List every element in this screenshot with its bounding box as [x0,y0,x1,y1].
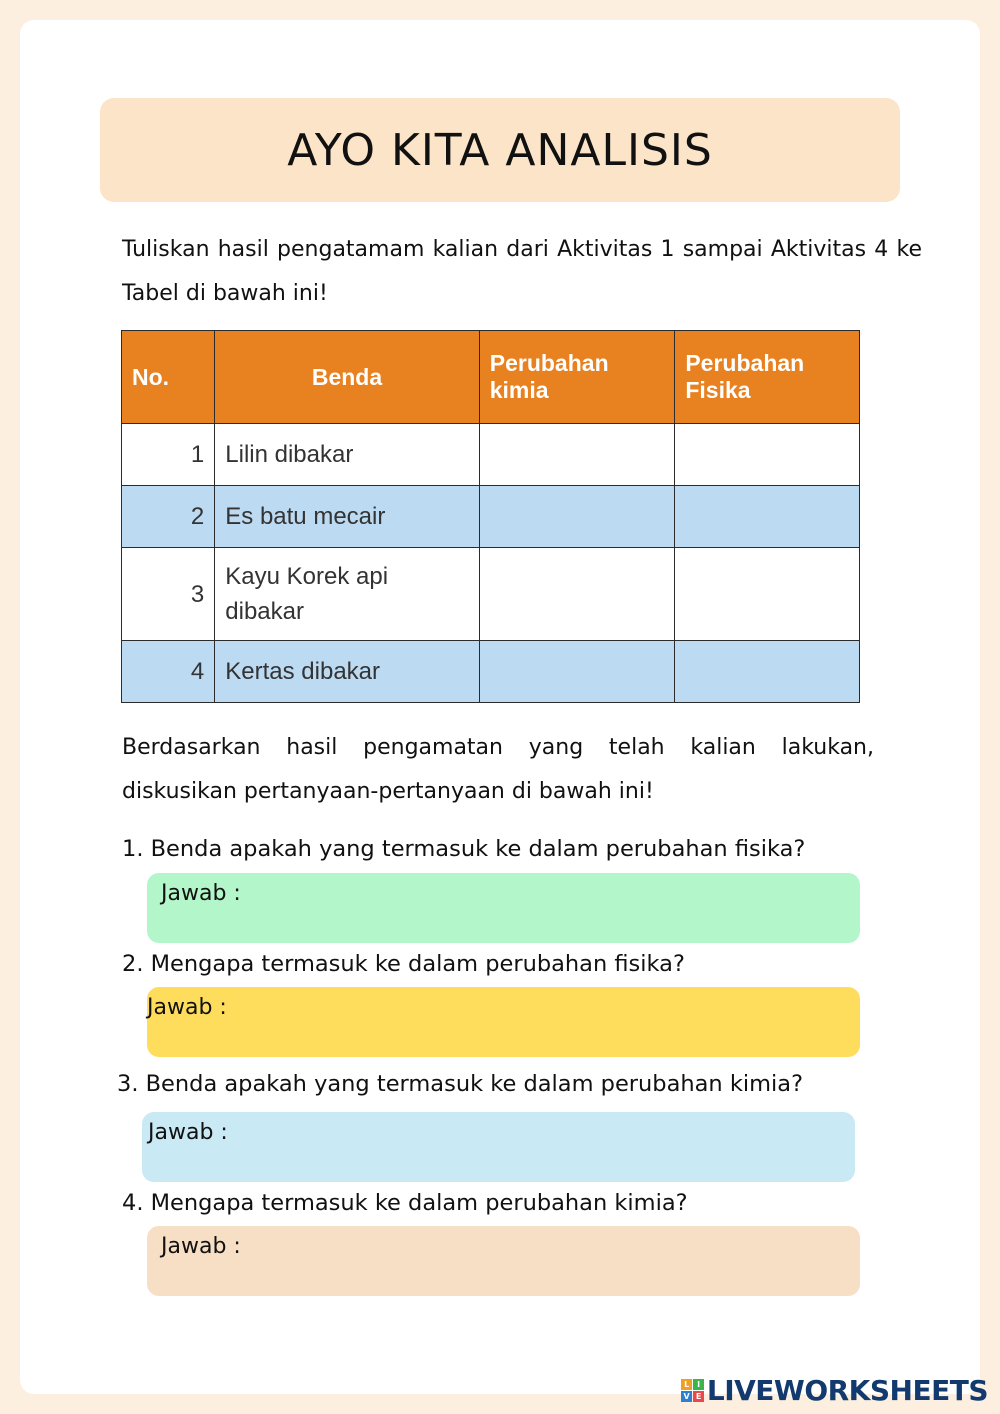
discussion-text: Berdasarkan hasil pengamatan yang telah kalian lakukan, diskusikan pertanyaan-pertanyaan di bawah ini! [122,735,874,804]
page-title: AYO KITA ANALISIS [287,124,713,176]
answer-field-4[interactable] [147,1226,860,1296]
answer-label: Jawab : [147,995,227,1020]
question-1: 1. Benda apakah yang termasuk ke dalam perubahan fisika? [122,836,806,862]
observation-table [121,330,860,703]
answer-field-3[interactable] [142,1112,855,1182]
answer-label: Jawab : [148,1120,228,1145]
intro-text: Tuliskan hasil pengatamam kalian dari Aktivitas 1 sampai Aktivitas 4 ke Tabel di bawah ini! [122,237,922,306]
logo-letter: E [693,1391,704,1402]
table-row [122,641,860,703]
header-perubahan-kimia: Perubahan kimia [479,331,675,424]
logo-letter: V [681,1391,692,1402]
row-benda: Lilin dibakar [215,424,479,486]
logo-icon [681,1379,704,1402]
question-2: 2. Mengapa termasuk ke dalam perubahan fisika? [122,951,685,977]
row-benda: Kertas dibakar [215,641,479,703]
logo-letter: L [681,1379,692,1390]
header-benda: Benda [215,331,479,424]
cell-kimia[interactable] [479,641,675,703]
table-row [122,548,860,641]
table-row [122,486,860,548]
row-number: 1 [122,424,215,486]
cell-fisika[interactable] [675,641,860,703]
row-number: 2 [122,486,215,548]
cell-fisika[interactable] [675,424,860,486]
answer-label: Jawab : [161,881,241,906]
answer-field-2[interactable] [147,987,860,1057]
row-benda: Es batu mecair [215,486,479,548]
title-banner [100,98,900,202]
cell-kimia[interactable] [479,548,675,641]
row-number: 4 [122,641,215,703]
answer-label: Jawab : [161,1234,241,1259]
cell-kimia[interactable] [479,486,675,548]
logo-letter: I [693,1379,704,1390]
row-benda: Kayu Korek api dibakar [215,548,479,641]
answer-field-1[interactable] [147,873,860,943]
worksheet-page [20,20,980,1394]
header-perubahan-fisika: Perubahan Fisika [675,331,860,424]
cell-fisika[interactable] [675,548,860,641]
row-number: 3 [122,548,215,641]
cell-kimia[interactable] [479,424,675,486]
question-4: 4. Mengapa termasuk ke dalam perubahan kimia? [122,1190,688,1216]
question-3: 3. Benda apakah yang termasuk ke dalam perubahan kimia? [117,1071,804,1097]
header-no: No. [122,331,215,424]
table-header-row [122,331,860,424]
brand-name: LIVEWORKSHEETS [706,1374,988,1407]
liveworksheets-logo [681,1374,988,1407]
cell-fisika[interactable] [675,486,860,548]
table-row [122,424,860,486]
